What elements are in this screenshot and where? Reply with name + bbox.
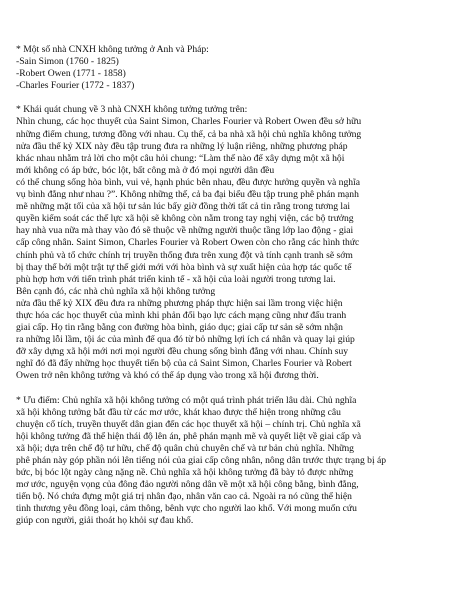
document-page (16, 44, 460, 528)
text-line: hội không tưởng đã thể hiện thái độ lên án, phê phán mạnh mẽ và quyết liệt về giai cấp và (16, 430, 362, 442)
text-line: vụ bình đẳng như nhau ?”. Không những thế, cả ba đại biểu đều tập trung phê phán mạnh (16, 189, 359, 201)
text-line: mẽ những mặt tối của xã hội tư sản lúc bấy giờ đồng thời tất cả tin rằng trong tương lai (16, 201, 351, 213)
text-line: cấp công nhân. Saint Simon, Charles Fourier và Robert Owen còn cho rằng các hình thức (16, 237, 360, 249)
text-line: những điểm chung, tương đồng với nhau. Cụ thể, cả ba nhà xã hội chủ nghĩa không tưởng (16, 128, 362, 140)
text-line: * Một số nhà CNXH không tưởng ở Anh và Pháp: (16, 44, 209, 55)
text-line: có thể chung sống hòa bình, vui vẻ, hạnh phúc bên nhau, đều được hưởng quyền và nghĩa (16, 176, 360, 188)
text-line: chuyện cổ tích, truyền thuyết dân gian đến các học thuyết xã hội – chính trị. Chủ nghĩa xã (16, 418, 361, 430)
text-line: phù hợp hơn với tiến trình phát triển kinh tế - xã hội của loài người trong tương lai. (16, 273, 336, 285)
text-line: giai cấp. Họ tin rằng bằng con đường hòa bình, giáo dục; giai cấp tư sản sẽ sớm nhận (16, 322, 343, 334)
text-section-3 (16, 395, 460, 528)
text-line: khác nhau nhằm trả lời cho một câu hỏi chung: “Làm thế nào để xây dựng một xã hội (16, 152, 345, 164)
paragraph-gap (16, 92, 460, 104)
text-line: bức, bị bóc lột ngày càng nặng nề. Chủ nghĩa xã hội không tưởng đã bày tỏ được những (16, 467, 354, 479)
text-line: * Khái quát chung về 3 nhà CNXH không tưởng tưởng trên: (16, 104, 248, 116)
text-line: giúp con người, giải thoát họ khỏi sự đau khổ. (16, 515, 194, 527)
text-line: phê phán này góp phần nói lên tiếng nói của giai cấp công nhân, nông dân trước thực trạng bị áp (16, 455, 387, 466)
text-line: tinh thương yêu đồng loại, cảm thông, bênh vực cho người lao khổ. Với mong muốn cứu (16, 503, 357, 515)
text-line: mới không có áp bức, bóc lột, bất công mà ở đó mọi người dân đều (16, 164, 275, 176)
text-section-1 (16, 44, 460, 92)
text-line: hay nhà vua nữa mà thay vào đó sẽ thuộc về những người thuộc tầng lớp lao động - giai (16, 225, 354, 237)
text-line: -Robert Owen (1771 - 1858) (16, 68, 126, 80)
text-line: Nhìn chung, các học thuyết của Saint Simon, Charles Fourier và Robert Owen đều sở hữu (16, 116, 362, 128)
text-line: ra những lỗi lầm, tội ác của mình để qua đó từ bỏ những lợi ích cá nhân và quay lại giúp (16, 334, 355, 346)
text-line: chính phủ và tổ chức chính trị truyền thống đưa trên xung đột và tính cạnh tranh sẽ sớm (16, 249, 353, 261)
paragraph-gap (16, 383, 460, 395)
text-line: xã hội không tưởng bắt đầu từ các mơ ước, khát khao được thể hiện trong những câu (16, 406, 341, 418)
text-line: * Ưu điểm: Chủ nghĩa xã hội không tưởng có một quá trình phát triển lâu dài. Chủ nghĩa (16, 394, 357, 406)
text-line: bị thay thế bởi một trật tự thế giới mới với hòa bình và sự xuất hiện của hợp tác quốc tế (16, 261, 352, 273)
text-line: thực hóa các học thuyết của mình khi phản đối bạo lực cách mạng cũng như đấu tranh (16, 309, 347, 321)
text-line: -Sain Simon (1760 - 1825) (16, 56, 119, 68)
text-section-2 (16, 104, 460, 382)
text-line: xã hội; dựa trên chế độ tư hữu, chế độ quân chủ chuyên chế và tư bản chủ nghĩa. Những (16, 442, 354, 454)
text-line: nửa đầu thế kỷ XIX đều đưa ra những phương pháp thực hiện sai lầm trong việc hiện (16, 297, 343, 309)
text-line: quyền kiểm soát các thế lực xã hội sẽ không còn nằm trong tay nghị viện, các bộ trưởng (16, 213, 354, 225)
text-line: -Charles Fourier (1772 - 1837) (16, 80, 135, 92)
text-line: Owen trở nên không tưởng và khó có thể áp dụng vào trong xã hội đương thời. (16, 370, 319, 382)
text-line: tiến bộ. Nó chứa đựng một giá trị nhân đạo, nhân văn cao cả. Ngoài ra nó cũng thể hiện (16, 491, 352, 503)
text-line: mơ ước, nguyện vọng của đông đảo người nông dân về một xã hội công bằng, bình đẳng, (16, 479, 359, 491)
text-line: nửa đầu thế kỷ XIX này đều tập trung đưa ra những lý luận riêng, những phương pháp (16, 140, 348, 152)
text-line: Bên cạnh đó, các nhà chủ nghĩa xã hội không tưởng (16, 285, 216, 297)
text-line: đỡ xây dựng xã hội mới nơi mọi người đều chung sống bình đẳng với nhau. Chính suy (16, 346, 349, 358)
text-line: nghĩ đó đã đẩy những học thuyết tiến bộ của cả Saint Simon, Charles Fourier và Robert (16, 358, 352, 370)
